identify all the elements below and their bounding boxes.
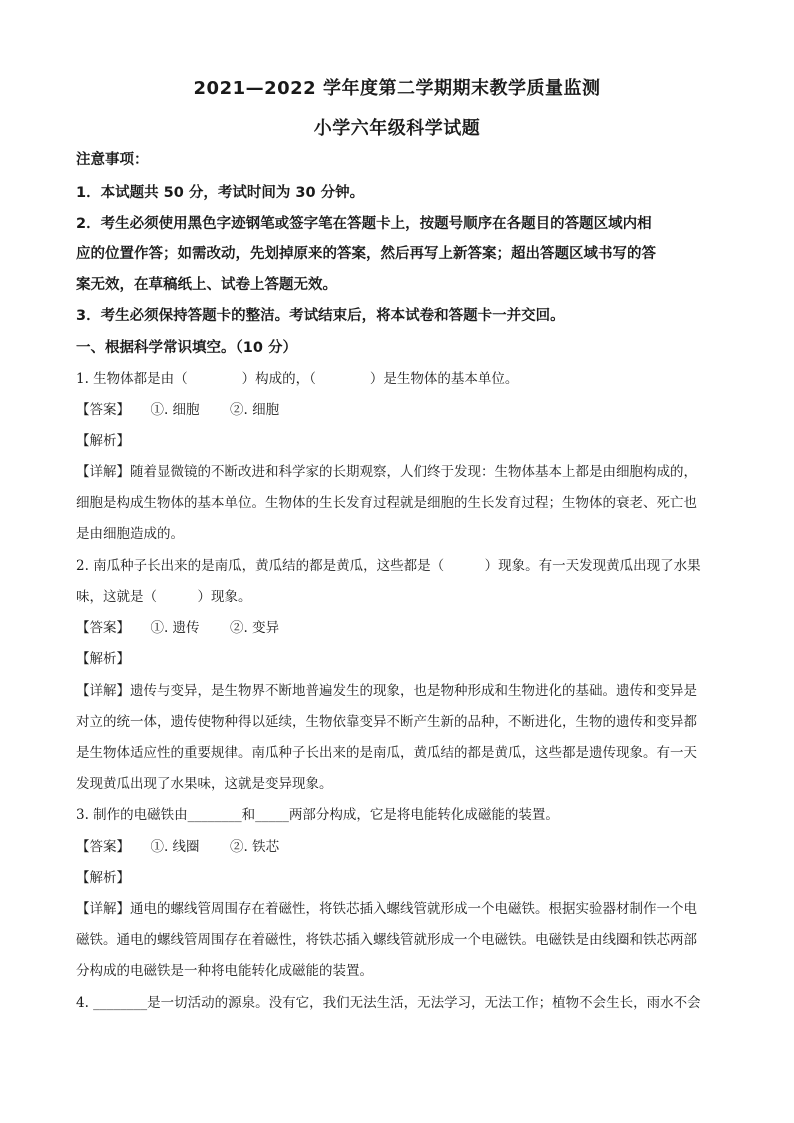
question-2-text: 2. 南瓜种子长出来的是南瓜，黄瓜结的都是黄瓜，这些都是（ ）现象。有一天发现黄瓜出现了水果 [76,558,701,574]
section-heading: 一、根据科学常识填空。（10 分） [76,340,297,356]
answer-item: ①. 细胞 [150,402,200,418]
question-2-text: 味，这就是（ ）现象。 [76,589,252,605]
question-3-answer [76,837,726,857]
question-2-detail: 是生物体适应性的重要规律。南瓜种子长出来的是南瓜，黄瓜结的都是黄瓜，这些都是遗传现象。有一天 [76,745,697,761]
exam-subtitle: 小学六年级科学试题 [313,118,481,139]
question-1-text: 1. 生物体都是由（ ）构成的，（ ）是生物体的基本单位。 [76,371,519,387]
question-2-answer [76,618,726,638]
note-line-4: 案无效，在草稿纸上、试卷上答题无效。 [76,277,337,293]
question-3-detail: 磁铁。通电的螺线管周围存在着磁性，将铁芯插入螺线管就形成一个电磁铁。电磁铁是由线圈和铁芯两部 [76,932,697,948]
answer-item: ②. 变异 [230,620,280,636]
question-3-detail: 【详解】通电的螺线管周围存在着磁性，将铁芯插入螺线管就形成一个电磁铁。根据实验器材制作一个电 [76,901,697,917]
question-1-detail: 【详解】随着显微镜的不断改进和科学家的长期观察，人们终于发现：生物体基本上都是由细胞构成的， [76,464,697,480]
analysis-label: 【解析】 [76,870,130,886]
analysis-label: 【解析】 [76,651,130,667]
question-4-text: 4. ________是一切活动的源泉。没有它，我们无法生活，无法学习，无法工作；植物不会生长，雨水不会 [76,995,701,1011]
analysis-label: 【解析】 [76,433,130,449]
question-1-answer [76,400,726,420]
answer-item: ②. 细胞 [230,402,280,418]
question-3-text: 3. 制作的电磁铁由________和_____两部分构成，它是将电能转化成磁能的装置。 [76,807,559,823]
question-2-detail: 对立的统一体，遗传使物种得以延续，生物依靠变异不断产生新的品种，不断进化，生物的遗传和变异都 [76,714,697,730]
note-line-3: 应的位置作答；如需改动，先划掉原来的答案，然后再写上新答案；超出答题区域书写的答 [76,246,656,262]
question-2-detail: 发现黄瓜出现了水果味，这就是变异现象。 [76,776,333,792]
exam-title: 2021—2022 学年度第二学期期末教学质量监测 [193,78,601,99]
question-1-detail: 是由细胞造成的。 [76,526,184,542]
answer-label: 【答案】 [76,620,130,636]
note-line-2: 2．考生必须使用黑色字迹钢笔或签字笔在答题卡上，按题号顺序在各题目的答题区域内相 [76,216,652,232]
note-line-1: 1．本试题共 50 分，考试时间为 30 分钟。 [76,185,365,201]
answer-item: ①. 线圈 [150,839,200,855]
question-3-detail: 分构成的电磁铁是一种将电能转化成磁能的装置。 [76,963,373,979]
answer-item: ①. 遗传 [150,620,200,636]
question-1-detail: 细胞是构成生物体的基本单位。生物体的生长发育过程就是细胞的生长发育过程；生物体的衰老、死亡也 [76,495,697,511]
answer-label: 【答案】 [76,402,130,418]
answer-label: 【答案】 [76,839,130,855]
note-line-5: 3．考生必须保持答题卡的整洁。考试结束后，将本试卷和答题卡一并交回。 [76,308,565,324]
answer-item: ②. 铁芯 [230,839,280,855]
question-2-detail: 【详解】遗传与变异，是生物界不断地普遍发生的现象，也是物种形成和生物进化的基础。遗传和变异是 [76,683,697,699]
notes-heading: 注意事项： [76,152,149,168]
